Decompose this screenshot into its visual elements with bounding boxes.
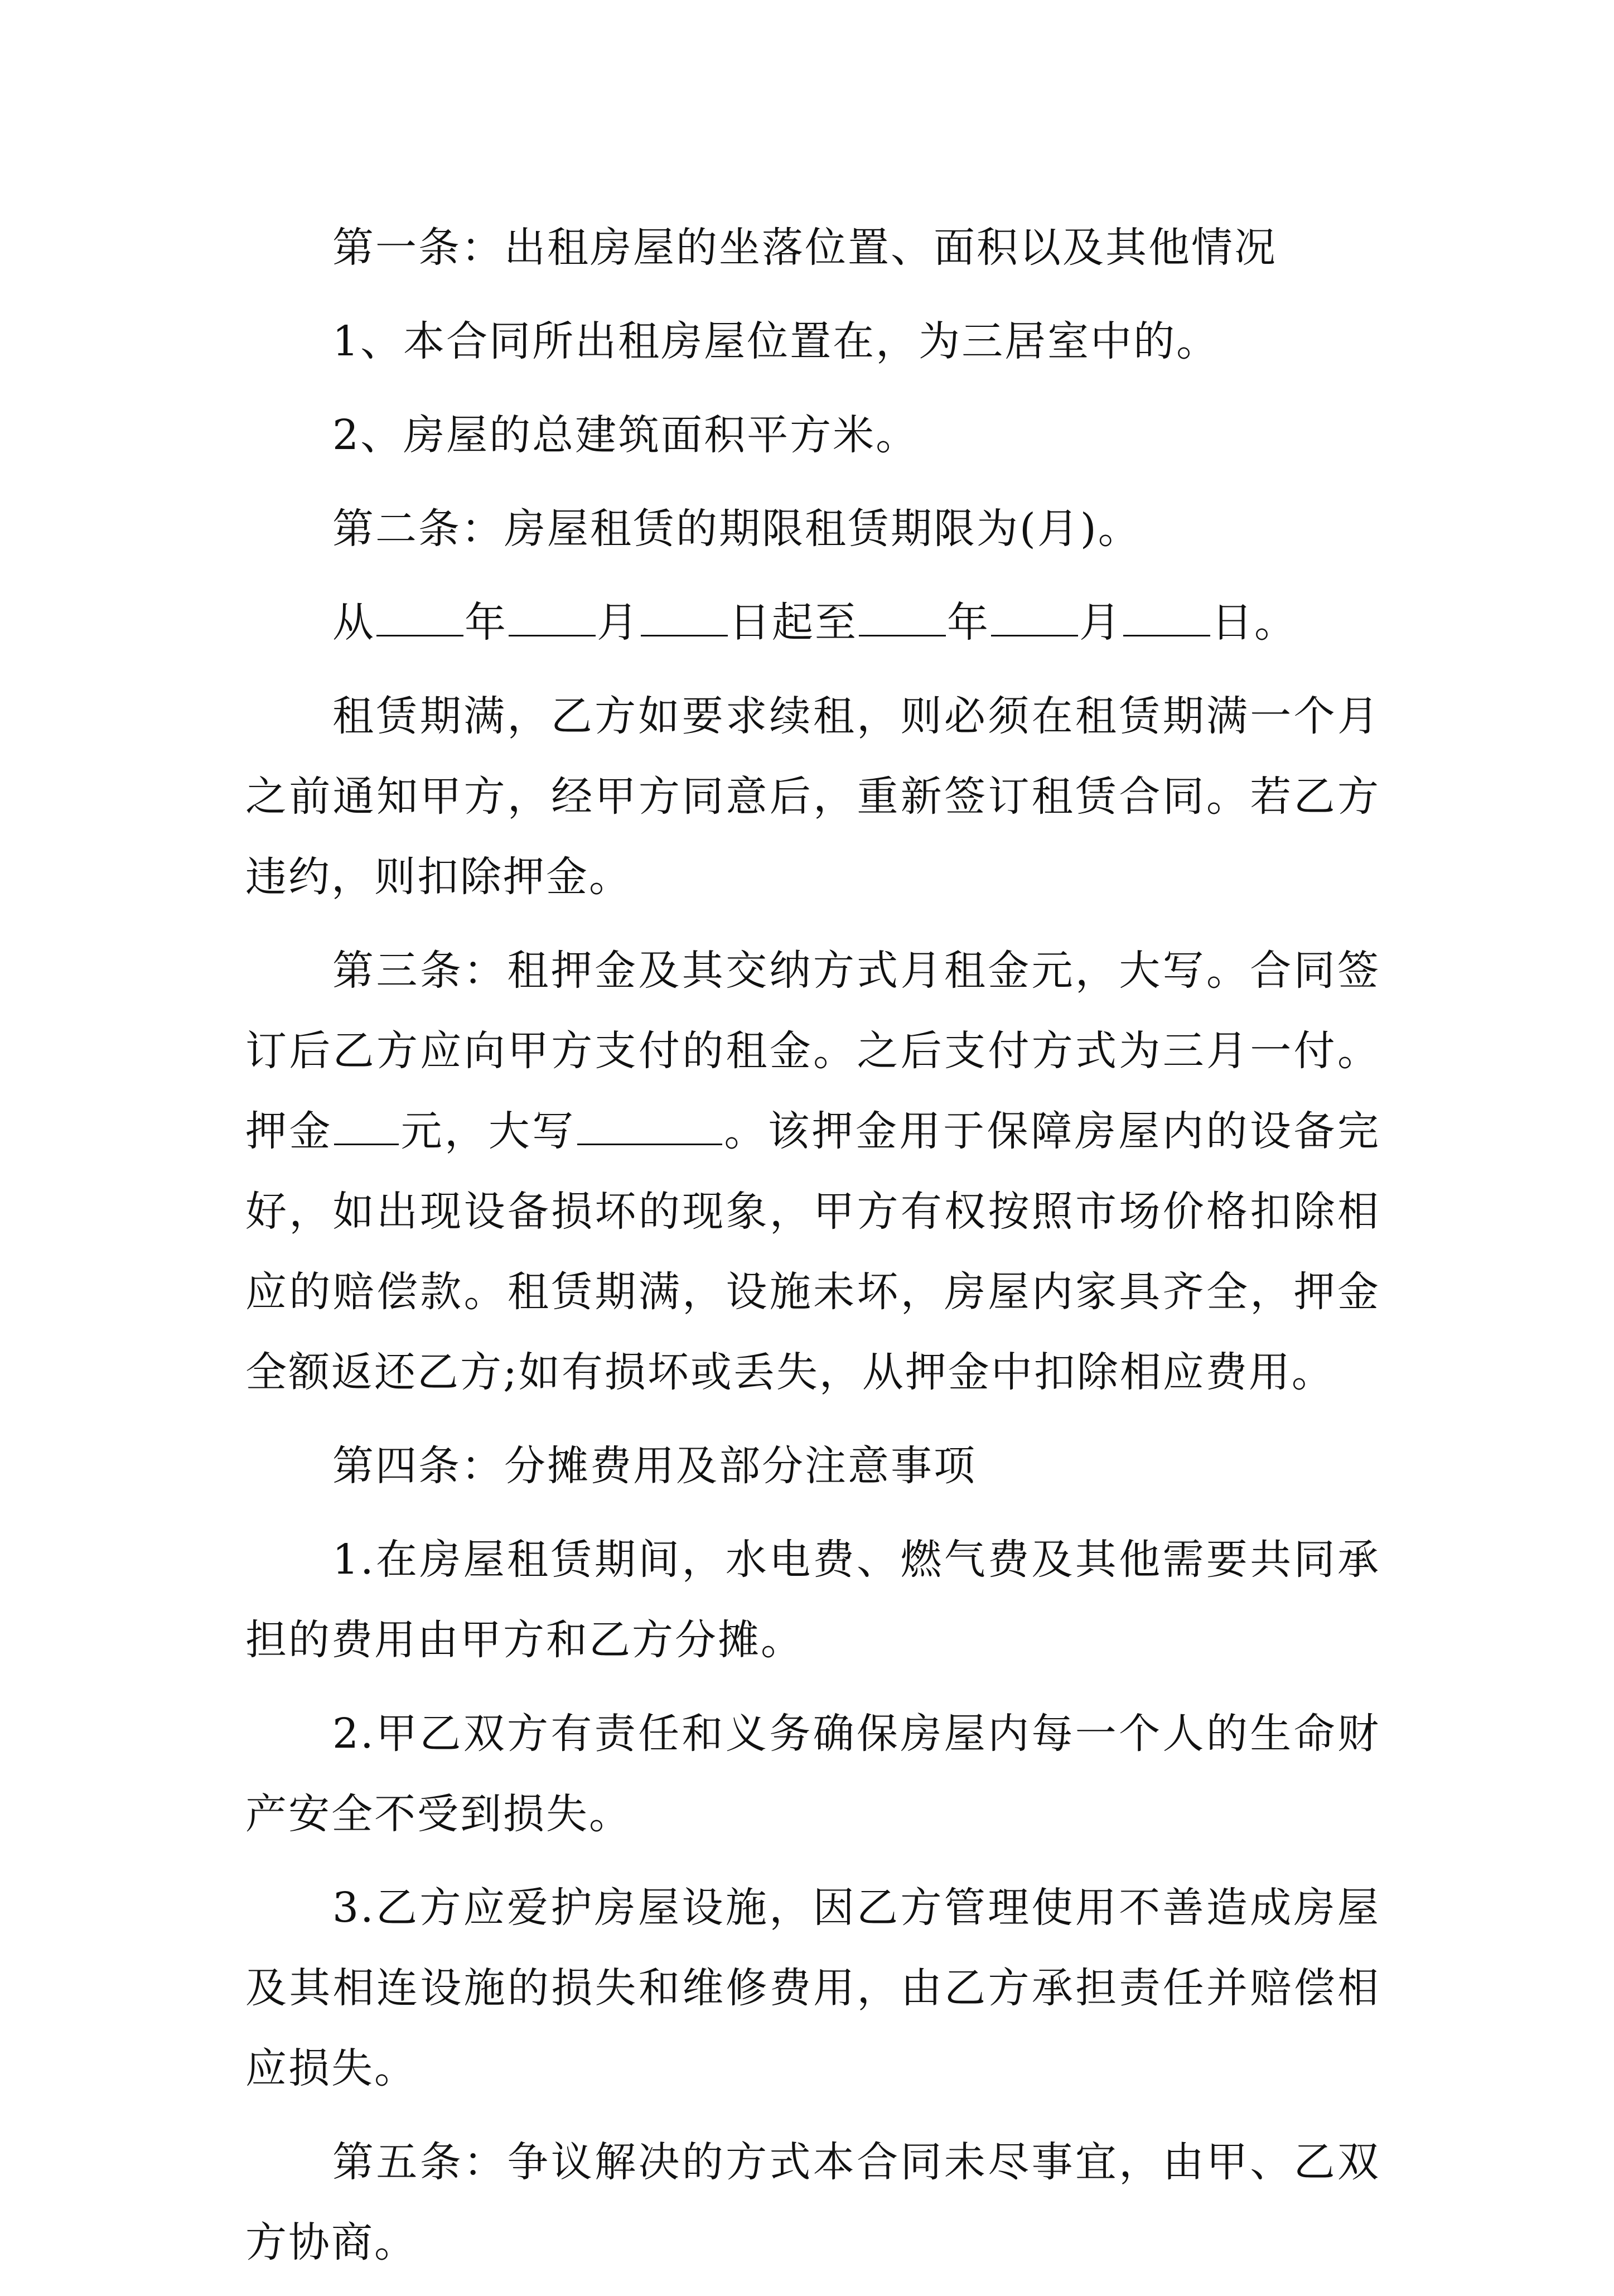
blank-day-start [641, 597, 728, 636]
article3-part2: 元，大写 [400, 1107, 576, 1155]
period-to-label: 日起至 [729, 599, 858, 647]
article4-item1: 1.在房屋租赁期间，水电费、燃气费及其他需要共同承担的费用由甲方和乙方分摊。 [245, 1536, 1380, 1664]
article2-title: 第二条：房屋租赁的期限租赁期限为(月)。 [332, 505, 1141, 553]
blank-deposit-words [577, 1106, 722, 1145]
blank-month-start [509, 597, 596, 636]
article5: 第五条：争议解决的方式本合同未尽事宜，由甲、乙双方协商。 [245, 2138, 1380, 2266]
article1-item2: 2、房屋的总建筑面积平方米。 [332, 411, 919, 459]
period-day-end-label: 日。 [1211, 599, 1297, 647]
period-from-label: 从 [332, 599, 375, 647]
article2-renewal: 租赁期满，乙方如要求续租，则必须在租赁期满一个月之前通知甲方，经甲方同意后，重新签订租赁合同。若乙方违约，则扣除押金。 [245, 692, 1380, 901]
article4-title: 第四条：分摊费用及部分注意事项 [332, 1442, 977, 1490]
article1-title: 第一条：出租房屋的坐落位置、面积以及其他情况 [332, 224, 1277, 272]
article2-period [245, 582, 1380, 663]
period-year-end-label: 年 [947, 599, 990, 647]
blank-year-end [859, 597, 946, 636]
article4-item3: 3.乙方应爱护房屋设施，因乙方管理使用不善造成房屋及其相连设施的损失和维修费用，由乙方承担责任并赔偿相应损失。 [245, 1884, 1380, 2092]
period-year-label: 年 [465, 599, 508, 647]
blank-day-end [1123, 597, 1210, 636]
article3-part1: 第三条：租押金及其交纳方式月租金元，大写。合同签订后乙方应向甲方支付的租金。之后支付方式为三月一付。押金 [245, 947, 1380, 1155]
article4-item2: 2.甲乙双方有责任和义务确保房屋内每一个人的生命财产安全不受到损失。 [245, 1710, 1380, 1838]
article3 [245, 930, 1380, 1412]
article1-item1: 1、本合同所出租房屋位置在，为三居室中的。 [332, 317, 1220, 365]
blank-month-end [991, 597, 1078, 636]
period-month-label: 月 [597, 599, 640, 647]
article3-part3: 。该押金用于保障房屋内的设备完好，如出现设备损坏的现象，甲方有权按照市场价格扣除相应的赔偿款。租赁期满，设施未坏，房屋内家具齐全，押金全额返还乙方;如有损坏或丢失，从押金中扣除相应费用。 [245, 1107, 1381, 1396]
blank-year-start [376, 597, 463, 636]
document-body [245, 208, 1380, 2296]
blank-deposit-amount [334, 1106, 399, 1145]
period-month-end-label: 月 [1079, 599, 1122, 647]
